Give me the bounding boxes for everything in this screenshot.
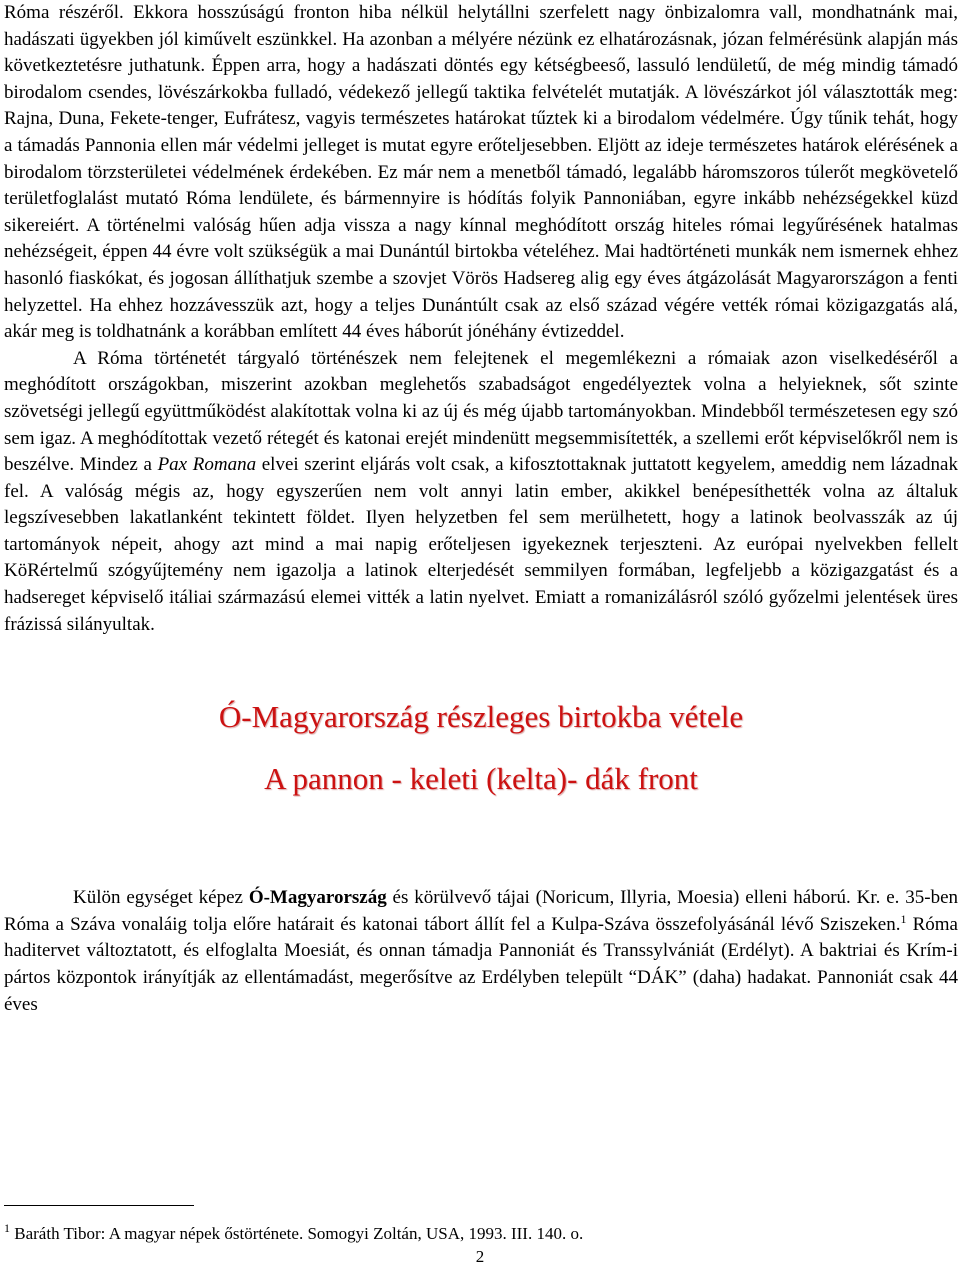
section-subtitle: A pannon - keleti (kelta)- dák front [264, 761, 698, 797]
page-number: 2 [475, 1247, 485, 1266]
footnote-reference[interactable]: 1 [900, 911, 907, 926]
footnote-marker: 1 [4, 1221, 10, 1235]
body-paragraph-1 [4, 0, 958, 346]
paragraph-3-text-b: és körülvevő tájai (Noricum, Illyria, Moesia) elleni háború. Kr. e. 35-ben Róma a Száva vonaláig tolja előre határait és katonai tábort állít fel a Kulpa-Száva összefolyásánál lévő Sziszeken. [4, 887, 958, 935]
paragraph-1-text: Róma részéről. Ekkora hosszúságú fronton hiba nélkül helytállni szerfelett nagy önbizalomra vall, mondhatnánk mai, hadászati ügyekben jól kiművelt eszünkkel. Ha azonban a mélyére nézünk ez elhatározásnak, józan felmérésünk alapján más következtetésre juthatunk. Éppen arra, hogy a hadászati döntés egy kétségbeeső, lassuló lendületű, de még mindig támadó birodalom csendes, lövészárkokba fulladó, védekező jellegű taktika felvételét mutatják. A lövészárkot jól választották meg: Rajna, Duna, Fekete-tenger, Eufrátesz, vagyis természetes határokat tűztek ki a birodalom védelmére. Úgy tűnik tehát, hogy a támadás Pannonia ellen már védelmi jelleget is mutat egyre erőteljesebben. Eljött az ideje természetes határok elérésének a birodalom törzsterületei védelmének érdekében. Ez már nem a menetből támadó, legalább háromszoros túlerőt megkövetelő területfoglalást mutató Róma lendülete, és bármennyire is hódítás folyik Pannoniában, egyre inkább nehézségekkel küzd sikereiért. A történelmi valóság hűen adja vissza a nagy kínnal meghódított ország hiteles római legyűrésének hatalmas nehézségeit, éppen 44 évre volt szükségük a mai Dunántúl birtokba vételéhez. Mai hadtörténeti munkák nem ismernek ehhez hasonló fiaskókat, és jogosan állíthatjuk szembe a szovjet Vörös Hadsereg alig egy éves átgázolását Magyarországon a fenti helyzettel. Ha ehhez hozzávesszük azt, hogy a teljes Dunántúlt csak az első század végére vették római közigazgatás alá, akár meg is toldhatnánk a korábban említett 44 éves háborút jónéhány évtizeddel. [4, 2, 958, 343]
ancient-hungary-bold: Ó-Magyarország [248, 887, 387, 909]
footnote-text: Baráth Tibor: A magyar népek őstörténete. Somogyi Zoltán, USA, 1993. III. 140. o. [10, 1224, 584, 1243]
body-paragraph-3 [4, 885, 958, 1018]
paragraph-3-text-c: Róma haditervet változtatott, és elfoglalta Moesiát, és onnan támadja Pannoniát és Transsylvániát (Erdélyt). A baktriai és Krím-i pártos központok irányítják az ellentámadást, megerősítve az Erdélyben települt “DÁK” (daha) hadakat. Pannoniát csak 44 éves [4, 913, 958, 1015]
paragraph-2-text-a: A Róma történetét tárgyaló történészek nem felejtenek el megemlékezni a rómaiak azon viselkedéséről a meghódított országokban, miszerint azokban meglehetős szabadságot engedélyeztek volna a helyieknek, sőt szinte szövetségi jellegű együttműködést alakítottak volna ki az új és még újabb tartományokban. Mindebből természetesen egy szó sem igaz. A meghódítottak vezető rétegét és katonai erejét mindenütt megsemmisítették, a szellemi erőt képviselőkről nem is beszélve. Mindez a [4, 347, 958, 476]
section-title: Ó-Magyarország részleges birtokba vétele [218, 699, 744, 735]
paragraph-2-text-b: elvei szerint eljárás volt csak, a kifosztottaknak juttatott kegyelem, ameddig nem lázadnak fel. A valóság mégis az, hogy egyszerűen nem volt annyi latin ember, akikkel benépesíthették volna az általuk legszívesebben lakatlanként tekintett földet. Ilyen helyzetben fel sem merülhetett, hogy a latinok beolvasszák az új tartományok népeit, ahogy azt mind a mai napig erőteljesen igyekeznek terjeszteni. Az európai nyelvekben fellelt KöRértelmű szógyűjtemény nem igazolja a latinok elterjedését semmilyen formában, legfeljebb a közigazgatást és a hadsereget képviselő itáliai származású elemei vitték a latin nyelvet. Emiatt a romanizálásról szóló győzelmi jelentések üres frázissá silányultak. [4, 454, 958, 635]
document-page [4, 0, 958, 1018]
body-paragraph-2 [4, 346, 958, 639]
footnote-separator [4, 1205, 194, 1206]
paragraph-3-text-a: Külön egységet képez [73, 887, 249, 909]
footnote [4, 1222, 583, 1246]
pax-romana-italic: Pax Romana [157, 454, 257, 476]
